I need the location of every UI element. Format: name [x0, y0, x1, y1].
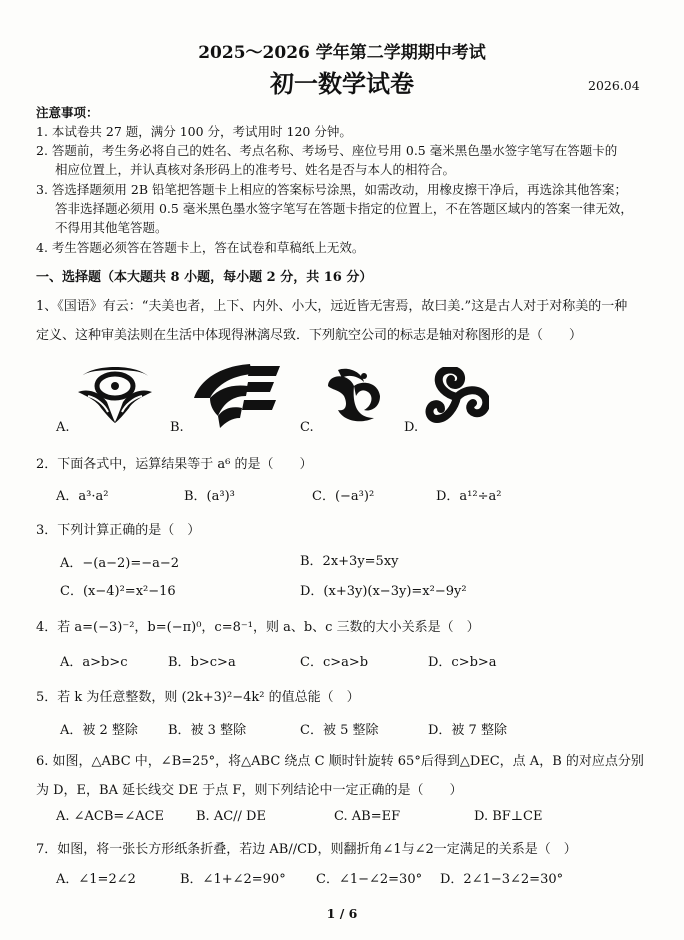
note-item: 3. 答选择题须用 2B 铅笔把答题卡上相应的答案标号涂黑，如需改动，用橡皮擦干净后，再选涂其他答案； — [36, 182, 627, 197]
q6-option-b[interactable]: B. AC// DE — [196, 809, 266, 824]
note-item: 不得用其他笔答题。 — [55, 220, 168, 235]
q7-stem: 7．如图，将一张长方形纸条折叠，若边 AB//CD，则翻折角∠1与∠2一定满足的关系是（ ） — [36, 842, 577, 857]
note-item: 相应位置上，并认真核对条形码上的准考号、姓名是否与本人的相符合。 — [55, 162, 456, 177]
q3-option-d[interactable]: D．(x+3y)(x−3y)=x²−9y² — [300, 584, 467, 599]
q2-option-a[interactable]: A．a³·a² — [56, 489, 109, 504]
q6-stem-line2: 为 D，E，BA 延长线交 DE 于点 F，则下列结论中一定正确的是（ ） — [36, 783, 463, 798]
section-heading: 一、选择题（本大题共 8 小题，每小题 2 分，共 16 分） — [36, 270, 373, 285]
q1-option-b[interactable]: B. — [170, 420, 184, 435]
exam-title-line2: 初一数学试卷 — [270, 69, 414, 98]
q7-option-a[interactable]: A．∠1=2∠2 — [56, 872, 136, 887]
notes-heading: 注意事项： — [36, 105, 99, 120]
hainan-airlines-logo-icon — [74, 362, 156, 424]
q5-option-a[interactable]: A．被 2 整除 — [60, 723, 138, 738]
q4-option-b[interactable]: B．b>c>a — [168, 655, 236, 670]
china-eastern-logo-icon — [190, 358, 282, 430]
q5-option-b[interactable]: B．被 3 整除 — [168, 723, 247, 738]
q3-stem: 3．下列计算正确的是（ ） — [36, 523, 201, 538]
q4-option-c[interactable]: C．c>a>b — [300, 655, 369, 670]
q6-option-a[interactable]: A. ∠ACB=∠ACE — [56, 809, 165, 824]
q1-option-a[interactable]: A. — [56, 420, 70, 435]
q5-option-d[interactable]: D．被 7 整除 — [428, 723, 507, 738]
q7-option-c[interactable]: C．∠1−∠2=30° — [316, 872, 423, 887]
q2-stem: 2．下面各式中，运算结果等于 a⁶ 的是（ ） — [36, 457, 313, 472]
q4-option-a[interactable]: A．a>b>c — [60, 655, 128, 670]
page-number: 1 / 6 — [326, 906, 358, 921]
q2-option-c[interactable]: C．(−a³)² — [312, 489, 375, 504]
note-item: 答非选择题必须用 0.5 毫米黑色墨水签字笔写在答题卡指定的位置上，不在答题区域内的答案一律无效， — [55, 201, 633, 216]
q3-option-c[interactable]: C．(x−4)²=x²−16 — [60, 584, 176, 599]
q4-option-d[interactable]: D．c>b>a — [428, 655, 497, 670]
note-item: 1. 本试卷共 27 题，满分 100 分，考试用时 120 分钟。 — [36, 124, 352, 139]
q2-option-d[interactable]: D．a¹²÷a² — [436, 489, 502, 504]
q4-stem: 4．若 a=(−3)⁻²，b=(−π)⁰，c=8⁻¹，则 a、b、c 三数的大小关系是（ ） — [36, 620, 480, 635]
exam-date: 2026.04 — [588, 78, 640, 93]
q1-stem-line2: 定义、这种审美法则在生活中体现得淋漓尽致．下列航空公司的标志是轴对称图形的是（ ） — [36, 328, 583, 343]
q1-stem-line1: 1、《国语》有云：“夫美也者，上下、内外、小大，远近皆无害焉，故曰美.”这是古人对于对称美的一种 — [36, 299, 628, 314]
q3-option-a[interactable]: A．−(a−2)=−a−2 — [60, 556, 180, 571]
exam-title-line1: 2025～2026 学年第二学期期中考试 — [198, 43, 486, 63]
q1-option-c[interactable]: C. — [300, 420, 314, 435]
q7-option-d[interactable]: D．2∠1−3∠2=30° — [440, 872, 564, 887]
q6-option-c[interactable]: C. AB=EF — [334, 809, 401, 824]
note-item: 2. 答题前，考生务必将自己的姓名、考点名称、考场号、座位号用 0.5 毫米黑色墨水签字笔写在答题卡的 — [36, 143, 618, 158]
q5-option-c[interactable]: C．被 5 整除 — [300, 723, 379, 738]
q5-stem: 5．若 k 为任意整数，则 (2k+3)²−4k² 的值总能（ ） — [36, 690, 360, 705]
note-item: 4. 考生答题必须答在答题卡上，答在试卷和草稿纸上无效。 — [36, 240, 365, 255]
q3-option-b[interactable]: B．2x+3y=5xy — [300, 554, 399, 569]
q2-option-b[interactable]: B．(a³)³ — [184, 489, 235, 504]
q7-option-b[interactable]: B．∠1+∠2=90° — [180, 872, 286, 887]
q6-stem-line1: 6. 如图，△ABC 中，∠B=25°，将△ABC 绕点 C 顺时针旋转 65°后得到△DEC，点 A，B 的对应点分别 — [36, 754, 644, 769]
air-china-logo-icon — [318, 366, 386, 426]
q1-option-d[interactable]: D. — [404, 420, 419, 435]
spiral-logo-icon — [425, 367, 489, 425]
q6-option-d[interactable]: D. BF⊥CE — [474, 809, 543, 824]
